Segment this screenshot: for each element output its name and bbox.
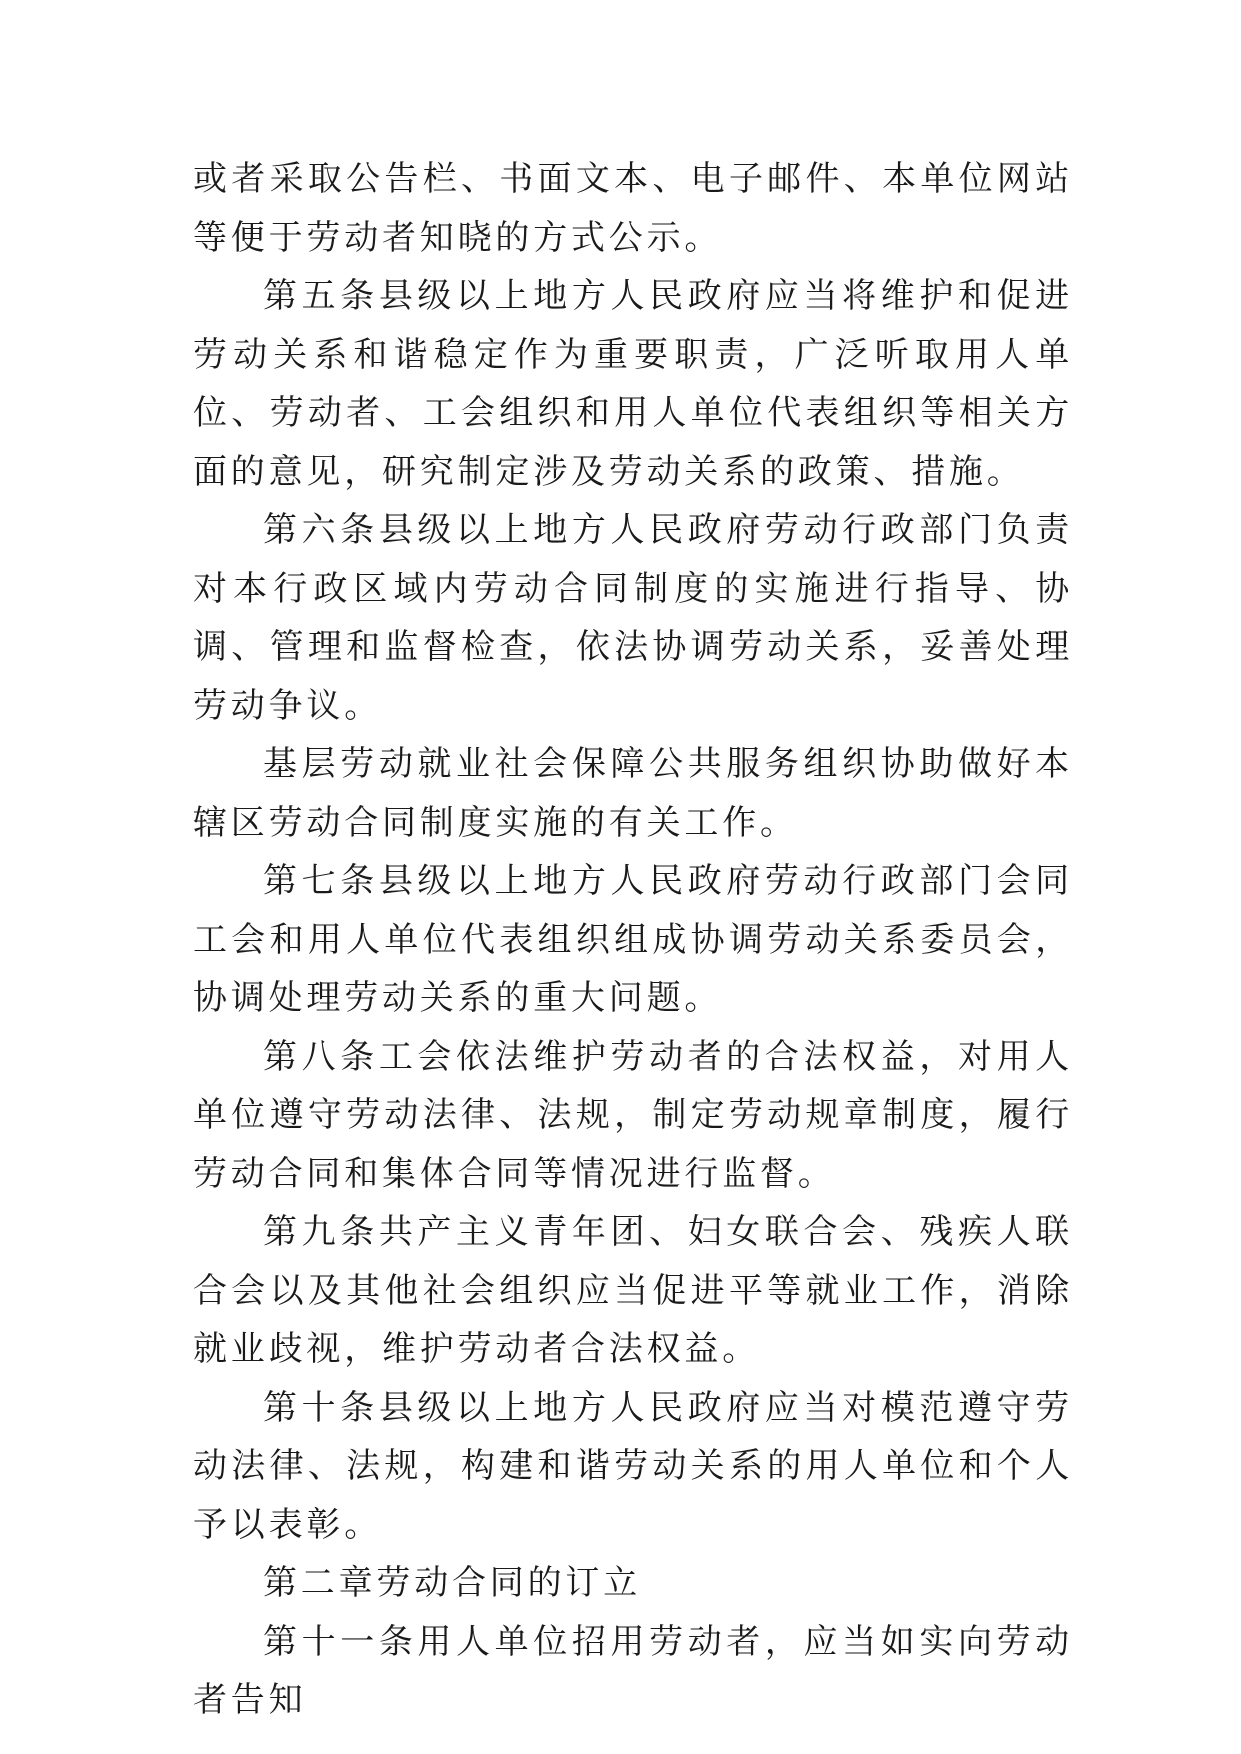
paragraph-article-9: 第九条共产主义青年团、妇女联合会、残疾人联合会以及其他社会组织应当促进平等就业工作，消除就业歧视，维护劳动者合法权益。 [193, 1212, 1073, 1369]
document-body [193, 150, 1073, 1730]
paragraph-article-6: 第六条县级以上地方人民政府劳动行政部门负责对本行政区域内劳动合同制度的实施进行指导、协调、管理和监督检查，依法协调劳动关系，妥善处理劳动争议。 [193, 510, 1073, 726]
paragraph-article-5: 第五条县级以上地方人民政府应当将维护和促进劳动关系和谐稳定作为重要职责，广泛听取用人单位、劳动者、工会组织和用人单位代表组织等相关方面的意见，研究制定涉及劳动关系的政策、措施。 [193, 276, 1073, 492]
paragraph-article-11: 第十一条用人单位招用劳动者，应当如实向劳动者告知 [193, 1621, 1073, 1720]
paragraph-article-8: 第八条工会依法维护劳动者的合法权益，对用人单位遵守劳动法律、法规，制定劳动规章制度，履行劳动合同和集体合同等情况进行监督。 [193, 1036, 1073, 1194]
chapter-heading: 第二章劳动合同的订立 [263, 1563, 641, 1603]
paragraph-article-7: 第七条县级以上地方人民政府劳动行政部门会同工会和用人单位代表组织组成协调劳动关系委员会，协调处理劳动关系的重大问题。 [193, 861, 1073, 1018]
paragraph-article-10: 第十条县级以上地方人民政府应当对模范遵守劳动法律、法规，构建和谐劳动关系的用人单位和个人予以表彰。 [193, 1387, 1073, 1545]
paragraph-continuation: 或者采取公告栏、书面文本、电子邮件、本单位网站等便于劳动者知晓的方式公示。 [193, 159, 1073, 258]
paragraph-grassroots-services: 基层劳动就业社会保障公共服务组织协助做好本辖区劳动合同制度实施的有关工作。 [193, 744, 1073, 843]
